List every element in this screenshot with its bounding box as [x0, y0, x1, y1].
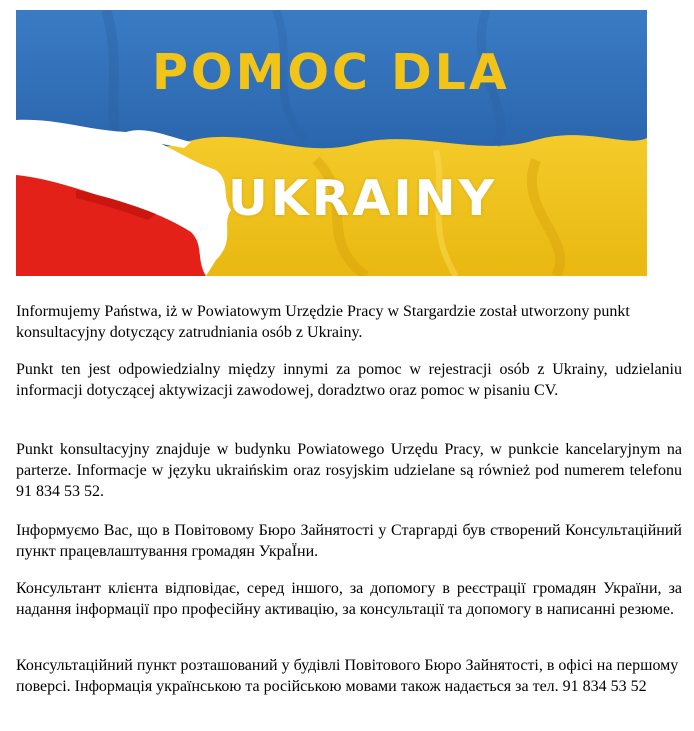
ukraine-help-banner [16, 10, 647, 276]
polish-paragraph-intro: Informujemy Państwa, iż w Powiatowym Urzędzie Pracy w Stargardzie został utworzony punkt konsultacyjny dotyczący zatrudniania osób z Ukrainy. [16, 303, 630, 341]
polish-paragraph-services: Punkt ten jest odpowiedzialny między innymi za pomoc w rejestracji osób z Ukrainy, udzielaniu informacji dotyczącej aktywizacji zawodowej, doradztwo oraz pomoc w pisaniu CV. [16, 361, 682, 399]
banner-subtitle: UKRAINY [228, 170, 498, 227]
banner-title: POMOC DLA [152, 44, 510, 101]
polish-paragraph-location: Punkt konsultacyjny znajduje w budynku Powiatowego Urzędu Pracy, w punkcie kancelaryjnym na parterze. Informacje w języku ukraińskim oraz rosyjskim udzielane są również pod numerem telefonu 91 834 53 52. [16, 441, 682, 500]
ukrainian-paragraph-location: Консультаційний пункт розташований у будівлі Повітового Бюро Зайнятості, в офісі на першому поверсі. Інформація українською та російською мовами також надається за тел. 91 834 53 52 [16, 657, 679, 695]
ukrainian-paragraph-intro: Інформуємо Вас, що в Повітовому Бюро Зайнятості у Старгарді був створений Консультаційний пункт працевлаштування громадян УкраЇни. [16, 522, 682, 560]
ukrainian-paragraph-services: Консультант клієнта відповідає, серед іншого, за допомогу в реєстрації громадян України, за надання інформації про професійну активацію, за консультації та допомогу в написанні резюме. [16, 580, 682, 618]
